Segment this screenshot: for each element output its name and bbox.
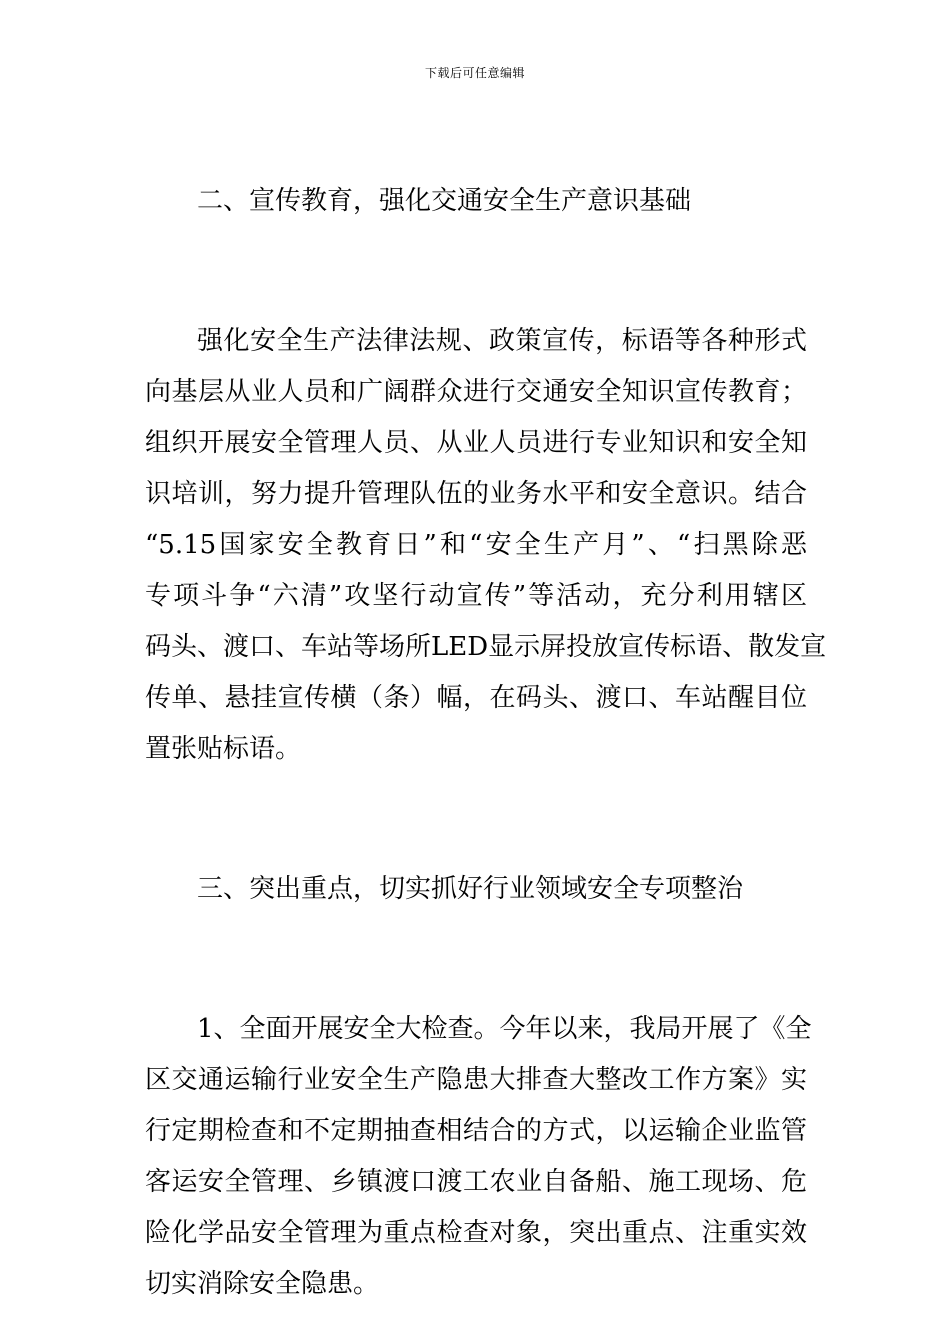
paragraph-line: 切实消除安全隐患。	[145, 1269, 380, 1299]
page-header: 下载后可任意编辑	[424, 66, 525, 80]
paragraph-line: 强化安全生产法律法规、政策宣传，标语等各种形式	[197, 326, 807, 356]
paragraph-line: 传单、悬挂宣传横（条）幅，在码头、渡口、车站醒目位	[145, 683, 807, 713]
section-3-paragraph	[145, 1004, 812, 1310]
paragraph-gap	[145, 915, 807, 1004]
paragraph-line: 行定期检查和不定期抽查相结合的方式，以运输企业监管	[145, 1116, 807, 1146]
section-heading-3: 三、突出重点，切实抓好行业领域安全专项整治	[197, 874, 744, 904]
paragraph-line: 组织开展安全管理人员、从业人员进行专业知识和安全知	[145, 428, 807, 458]
paragraph-line: 专项斗争“六清”攻坚行动宣传”等活动，充分利用辖区	[145, 581, 807, 611]
paragraph-line: 识培训，努力提升管理队伍的业务水平和安全意识。结合	[145, 479, 807, 509]
section-2-paragraph	[145, 316, 827, 775]
paragraph-gap	[145, 775, 807, 864]
paragraph-line: 向基层从业人员和广阔群众进行交通安全知识宣传教育；	[145, 377, 807, 407]
paragraph-line: 险化学品安全管理为重点检查对象，突出重点、注重实效	[145, 1218, 807, 1248]
paragraph-line: 区交通运输行业安全生产隐患大排查大整改工作方案》实	[145, 1065, 807, 1095]
paragraph-line: 码头、渡口、车站等场所LED显示屏投放宣传标语、散发宣	[145, 632, 827, 662]
paragraph-line: 客运安全管理、乡镇渡口渡工农业自备船、施工现场、危	[145, 1167, 807, 1197]
paragraph-line: “5.15国家安全教育日”和“安全生产月”、“扫黑除恶	[145, 530, 807, 560]
section-heading-2: 二、宣传教育，强化交通安全生产意识基础	[197, 186, 692, 216]
paragraph-gap	[145, 227, 807, 316]
paragraph-line: 置张贴标语。	[145, 734, 302, 764]
document-body	[145, 176, 827, 1310]
paragraph-line: 1、全面开展安全大检查。今年以来，我局开展了《全	[197, 1014, 812, 1044]
